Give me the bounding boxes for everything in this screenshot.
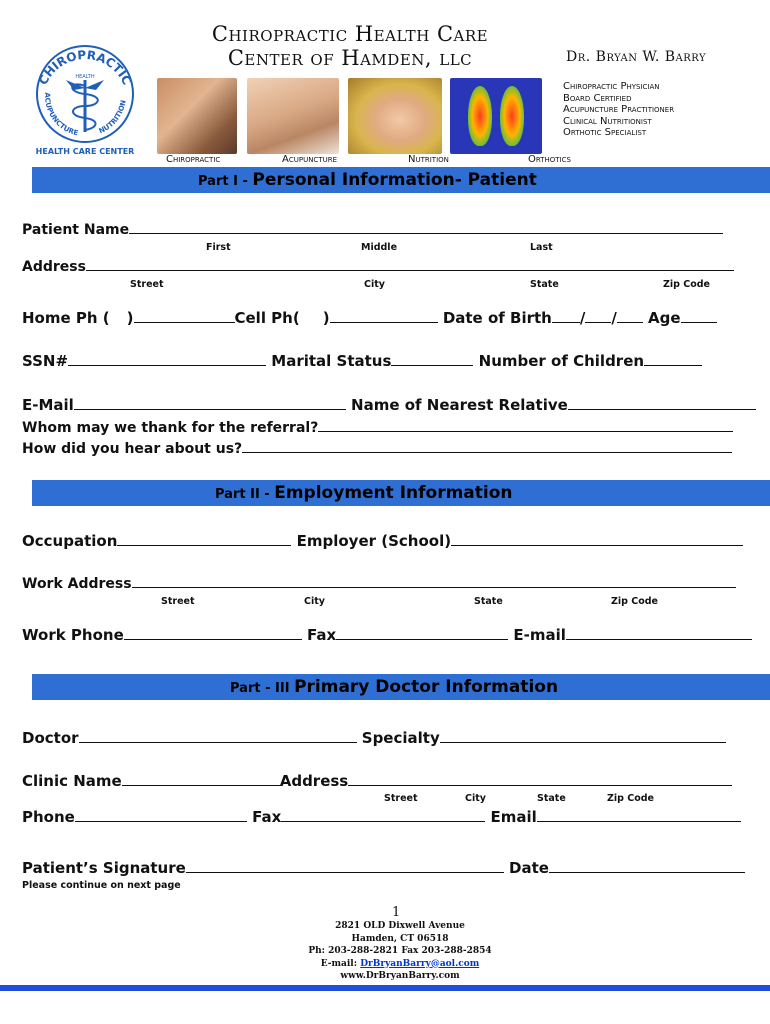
service-nutrition: Nutrition — [408, 154, 449, 165]
patient-name-field[interactable] — [129, 221, 723, 234]
doctor-phone-label: Phone — [22, 808, 75, 826]
svg-text:HEALTH CARE CENTER: HEALTH CARE CENTER — [35, 147, 135, 156]
doctor-email-label: Email — [490, 808, 537, 826]
home-phone-paren: ) — [126, 309, 134, 327]
clinic-name-label: Clinic Name — [22, 772, 122, 790]
referral-row — [22, 419, 733, 436]
svg-text:ACUPUNCTURE: ACUPUNCTURE — [43, 92, 80, 138]
sub-last: Last — [530, 242, 553, 253]
clinic-address-label: Address — [279, 772, 349, 790]
age-label: Age — [648, 309, 681, 327]
hear-row — [22, 440, 732, 457]
sub-zip: Zip Code — [607, 793, 654, 804]
cell-phone-label: Cell Ph( — [234, 309, 300, 327]
work-address-row — [22, 575, 736, 592]
sub-city: City — [364, 279, 385, 290]
occupation-label: Occupation — [22, 532, 118, 550]
doctor-phone-field[interactable] — [75, 809, 247, 822]
part2-prefix: Part II - — [215, 487, 275, 502]
part3-prefix: Part - III — [230, 681, 295, 696]
acupuncture-photo — [247, 78, 339, 154]
footer-email-label: E-mail: — [320, 958, 361, 969]
home-phone-field[interactable] — [134, 310, 235, 323]
doctor-field[interactable] — [79, 730, 357, 743]
sub-street: Street — [130, 279, 164, 290]
massage-photo — [157, 78, 237, 154]
occupation-field[interactable] — [117, 533, 291, 546]
specialty-label: Specialty — [361, 729, 440, 747]
foot-scan-photo — [450, 78, 542, 154]
doctor-fax-field[interactable] — [281, 809, 485, 822]
ssn-label: SSN# — [22, 352, 69, 370]
relative-field[interactable] — [568, 397, 756, 410]
sub-state: State — [530, 279, 559, 290]
clinic-row — [22, 772, 732, 790]
bottom-rule — [0, 985, 770, 991]
part1-title: Personal Information- Patient — [252, 170, 537, 190]
part2-header — [32, 480, 770, 506]
clinic-address-field[interactable] — [348, 773, 732, 786]
signature-label: Patient’s Signature — [22, 859, 186, 877]
services-bar — [0, 154, 770, 167]
svg-text:CHIROPRACTIC: CHIROPRACTIC — [35, 47, 135, 88]
doctor-credentials — [563, 81, 674, 139]
hear-field[interactable] — [242, 440, 732, 453]
smiling-woman-photo — [348, 78, 442, 154]
marital-status-field[interactable] — [391, 353, 473, 366]
work-fax-field[interactable] — [336, 627, 508, 640]
sub-city: City — [465, 793, 486, 804]
service-orthotics: Orthotics — [528, 154, 571, 165]
part3-header — [32, 674, 770, 700]
continue-note: Please continue on next page — [22, 880, 181, 891]
sub-first: First — [206, 242, 231, 253]
dob-day-field[interactable] — [585, 310, 611, 323]
signature-row — [22, 859, 745, 877]
clinic-footer — [235, 920, 565, 983]
employer-label: Employer (School) — [296, 532, 452, 550]
part2-title: Employment Information — [274, 483, 513, 503]
specialty-field[interactable] — [440, 730, 726, 743]
patient-name-label: Patient Name — [22, 222, 130, 238]
relative-label: Name of Nearest Relative — [351, 396, 568, 414]
sub-street: Street — [161, 596, 195, 607]
credential-item: Orthotic Specialist — [563, 127, 647, 138]
children-field[interactable] — [644, 353, 702, 366]
signature-date-label: Date — [509, 859, 549, 877]
marital-status-label: Marital Status — [271, 352, 392, 370]
work-address-label: Work Address — [22, 576, 132, 592]
address-field[interactable] — [86, 258, 734, 271]
footer-address: 2821 OLD Dixwell Avenue — [335, 921, 465, 931]
sub-zip: Zip Code — [663, 279, 710, 290]
footer-phone-fax: Ph: 203-288-2821 Fax 203-288-2854 — [308, 946, 492, 956]
signature-date-field[interactable] — [549, 860, 745, 873]
ssn-row — [22, 352, 702, 370]
doctor-email-field[interactable] — [537, 809, 741, 822]
email-field[interactable] — [74, 397, 346, 410]
dob-month-field[interactable] — [552, 310, 580, 323]
footer-city: Hamden, CT 06518 — [351, 933, 449, 944]
children-label: Number of Children — [478, 352, 645, 370]
referral-field[interactable] — [318, 419, 733, 432]
part1-prefix: Part I - — [198, 174, 253, 189]
sub-middle: Middle — [361, 242, 398, 253]
footer-email-line — [235, 958, 565, 971]
cell-phone-paren: ) — [322, 309, 330, 327]
dob-slash: / — [579, 309, 586, 327]
footer-website: www.DrBryanBarry.com — [340, 971, 460, 981]
work-phone-label: Work Phone — [22, 626, 124, 644]
work-fax-label: Fax — [306, 626, 337, 644]
sub-street: Street — [384, 793, 418, 804]
svg-text:HEALTH: HEALTH — [75, 74, 95, 80]
svg-text:NUTRITION: NUTRITION — [97, 99, 128, 136]
clinic-name-field[interactable] — [122, 773, 280, 786]
occupation-row — [22, 532, 743, 550]
email-row — [22, 396, 756, 414]
credential-item: Clinical Nutritionist — [563, 115, 652, 127]
hear-label: How did you hear about us? — [22, 441, 243, 457]
signature-field[interactable] — [186, 860, 504, 873]
clinic-logo — [30, 36, 140, 158]
cell-phone-field[interactable] — [330, 310, 438, 323]
credential-item: Chiropractic Physician — [563, 81, 660, 92]
work-phone-row — [22, 626, 752, 644]
doctor-fax-label: Fax — [252, 808, 282, 826]
doctor-name: Dr. Bryan W. Barry — [566, 49, 707, 65]
doctor-row — [22, 729, 726, 747]
service-acupuncture: Acupuncture — [282, 154, 338, 165]
clinic-title — [180, 22, 520, 70]
work-address-field[interactable] — [132, 575, 736, 588]
home-phone-label: Home Ph ( — [22, 309, 110, 327]
sub-city: City — [304, 596, 325, 607]
sub-state: State — [537, 793, 566, 804]
doctor-phone-row — [22, 808, 741, 826]
clinic-title-line2: Center of Hamden, llc — [227, 46, 473, 70]
dob-slash: / — [611, 309, 617, 327]
patient-name-row — [22, 221, 723, 238]
dob-year-field[interactable] — [617, 310, 643, 323]
doctor-label: Doctor — [22, 729, 79, 747]
address-label: Address — [22, 259, 86, 275]
dob-label: Date of Birth — [442, 309, 552, 327]
work-email-label: E-mail — [513, 626, 566, 644]
work-phone-field[interactable] — [124, 627, 302, 640]
service-chiropractic: Chiropractic — [166, 154, 221, 165]
credential-item: Acupuncture Practitioner — [563, 104, 675, 115]
caduceus-logo-icon — [30, 36, 140, 158]
email-label: E-Mail — [22, 396, 74, 414]
part1-header — [32, 167, 770, 193]
employer-field[interactable] — [451, 533, 743, 546]
footer-email-link[interactable]: DrBryanBarry@aol.com — [360, 958, 480, 969]
sub-zip: Zip Code — [611, 596, 658, 607]
ssn-field[interactable] — [68, 353, 266, 366]
phone-row — [22, 309, 717, 327]
credential-item: Board Certified — [563, 92, 632, 104]
work-email-field[interactable] — [566, 627, 752, 640]
sub-state: State — [474, 596, 503, 607]
age-field[interactable] — [681, 310, 717, 323]
page-number: 1 — [392, 905, 401, 920]
referral-label: Whom may we thank for the referral? — [22, 420, 319, 436]
address-row — [22, 258, 734, 275]
clinic-title-line1: Chiropractic Health Care — [211, 22, 489, 46]
part3-title: Primary Doctor Information — [294, 677, 559, 697]
